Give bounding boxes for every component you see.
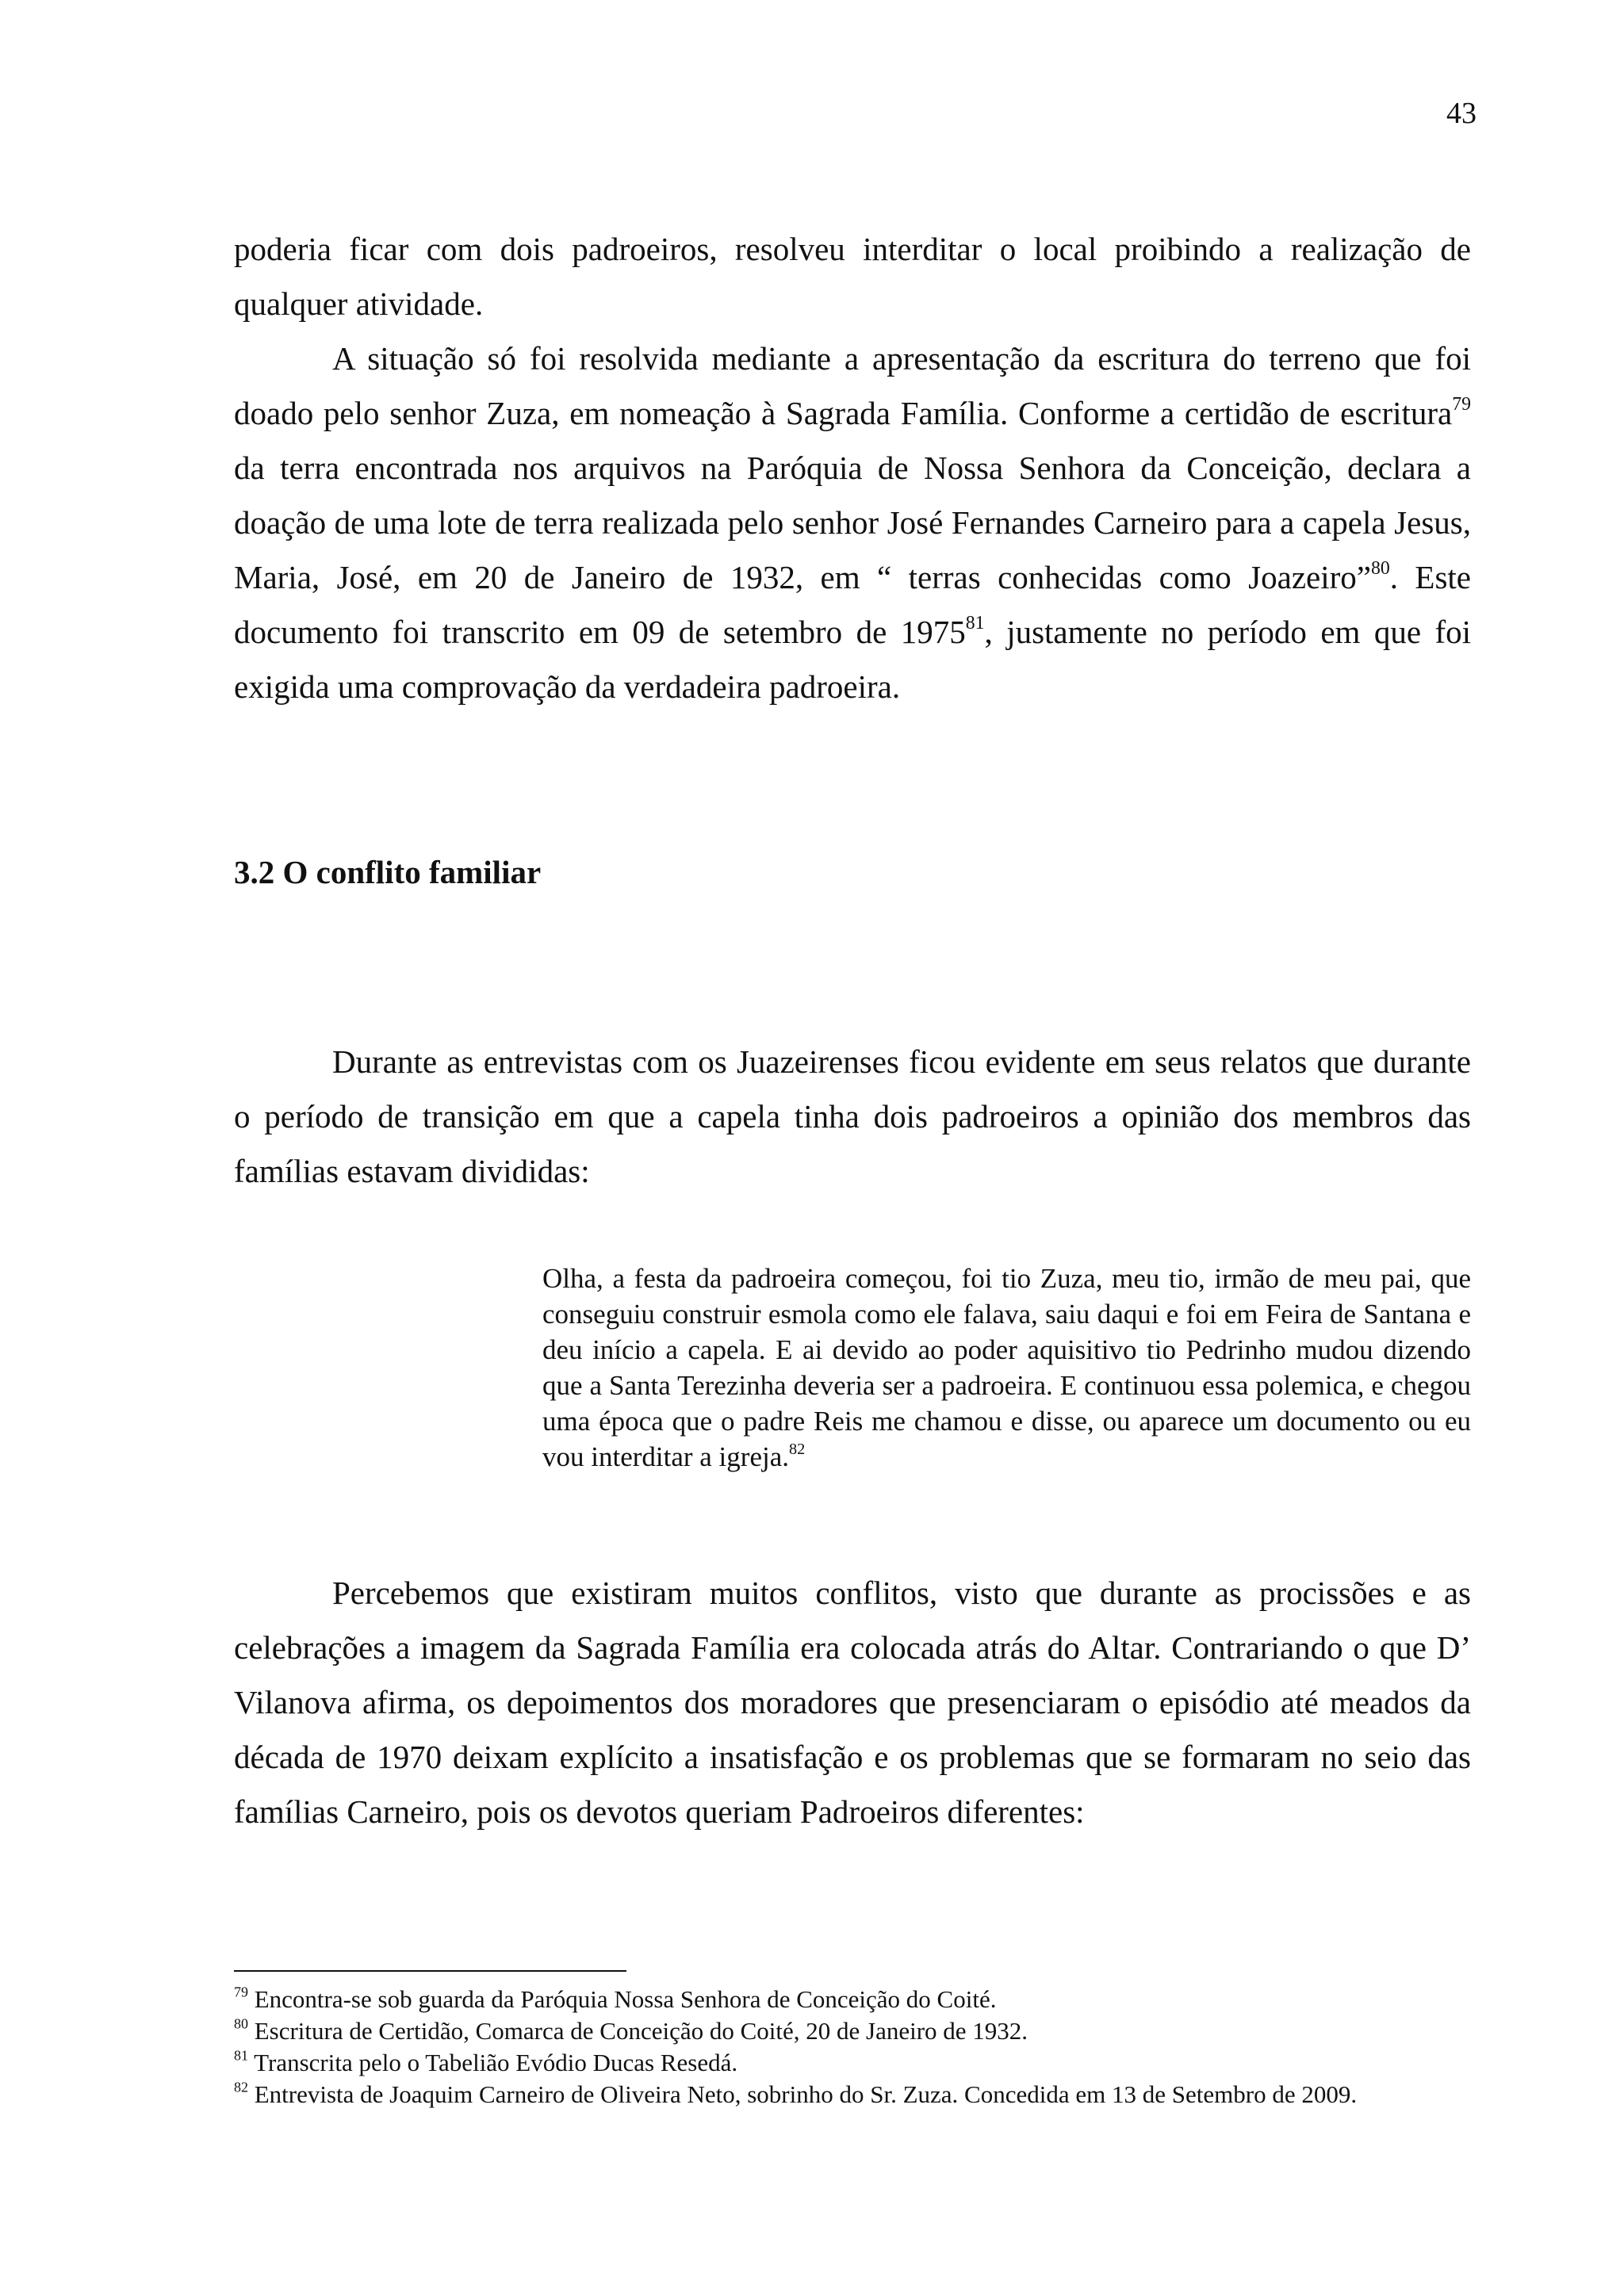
paragraph-deed (234, 331, 1471, 714)
body-paragraphs-intro (234, 222, 1471, 714)
footnote-ref-80[interactable]: 80 (1370, 558, 1390, 580)
footnote-text: Encontra-se sob guarda da Paróquia Nossa Senhora de Conceição do Coité. (247, 1985, 997, 2013)
footnote-82 (234, 2079, 1471, 2110)
paragraph-text: A situação só foi resolvida mediante a apresentação da escritura do terreno que foi doado pelo senhor Zuza, em nomeação à Sagrada Família. Conforme a certidão de escritura (234, 340, 1471, 431)
quote-text: Olha, a festa da padroeira começou, foi tio Zuza, meu tio, irmão de meu pai, que conseguiu construir esmola como ele falava, saiu daqui e foi em Feira de Santana e deu início a capela. E ai devido ao poder aquisitivo tio Pedrinho mudou dizendo que a Santa Terezinha deveria ser a padroeira. E continuou essa polemica, e chegou uma época que o padre Reis me chamou e disse, ou aparece um documento ou eu vou interditar a igreja. (542, 1263, 1471, 1472)
paragraph-continuation: poderia ficar com dois padroeiros, resolveu interditar o local proibindo a realização de qualquer atividade. (234, 231, 1471, 322)
body-paragraph-conflicts (234, 1566, 1471, 1839)
footnote-text: Escritura de Certidão, Comarca de Conceição do Coité, 20 de Janeiro de 1932. (247, 2017, 1028, 2045)
paragraph-text: Durante as entrevistas com os Juazeirenses ficou evidente em seus relatos que durante o período de transição em que a capela tinha dois padroeiros a opinião dos membros das famílias estavam divididas: (234, 1043, 1471, 1189)
paragraph-text: , justamente no período em que foi exigida uma comprovação da verdadeira padroeira. (234, 614, 1472, 705)
paragraph-text: . Este documento foi transcrito em 09 de setembro de 1975 (234, 559, 1471, 650)
footnote-number: 82 (234, 2079, 248, 2095)
footnote-text: Transcrita pelo o Tabelião Evódio Ducas Resedá. (247, 2049, 738, 2076)
footnote-text: Entrevista de Joaquim Carneiro de Oliveira Neto, sobrinho do Sr. Zuza. Concedida em 13 de Setembro de 2009. (247, 2080, 1358, 2108)
footnote-ref-81[interactable]: 81 (965, 613, 985, 634)
footnote-80 (234, 2015, 1471, 2047)
footnote-separator (234, 1970, 626, 1972)
paragraph-text: da terra encontrada nos arquivos na Paróquia de Nossa Senhora da Conceição, declara a doação de uma lote de terra realizada pelo senhor José Fernandes Carneiro para a capela Jesus, Maria, José, em 20 de Janeiro de 1932, em “ terras conhecidas como Joazeiro” (234, 450, 1471, 595)
footnote-number: 79 (234, 1984, 248, 2000)
footnote-ref-79[interactable]: 79 (1452, 394, 1471, 415)
page-number: 43 (1446, 97, 1477, 130)
section-heading: 3.2 O conflito familiar (234, 854, 542, 890)
footnote-79 (234, 1984, 1471, 2015)
paragraph-text: Percebemos que existiram muitos conflitos, visto que durante as procissões e as celebrações a imagem da Sagrada Família era colocada atrás do Altar. Contrariando o que D’ Vilanova afirma, os depoimentos dos moradores que presenciaram o episódio até meados da década de 1970 deixam explícito a insatisfação e os problemas que se formaram no seio das famílias Carneiro, pois os devotos queriam Padroeiros diferentes: (234, 1575, 1471, 1830)
footnote-number: 80 (234, 2015, 248, 2032)
footnote-81 (234, 2047, 1471, 2079)
block-quote (542, 1261, 1471, 1475)
body-paragraph-interviews (234, 1035, 1471, 1199)
footnote-ref-82[interactable]: 82 (788, 1440, 806, 1458)
footnote-number: 81 (234, 2047, 248, 2064)
footnotes (234, 1984, 1471, 2110)
